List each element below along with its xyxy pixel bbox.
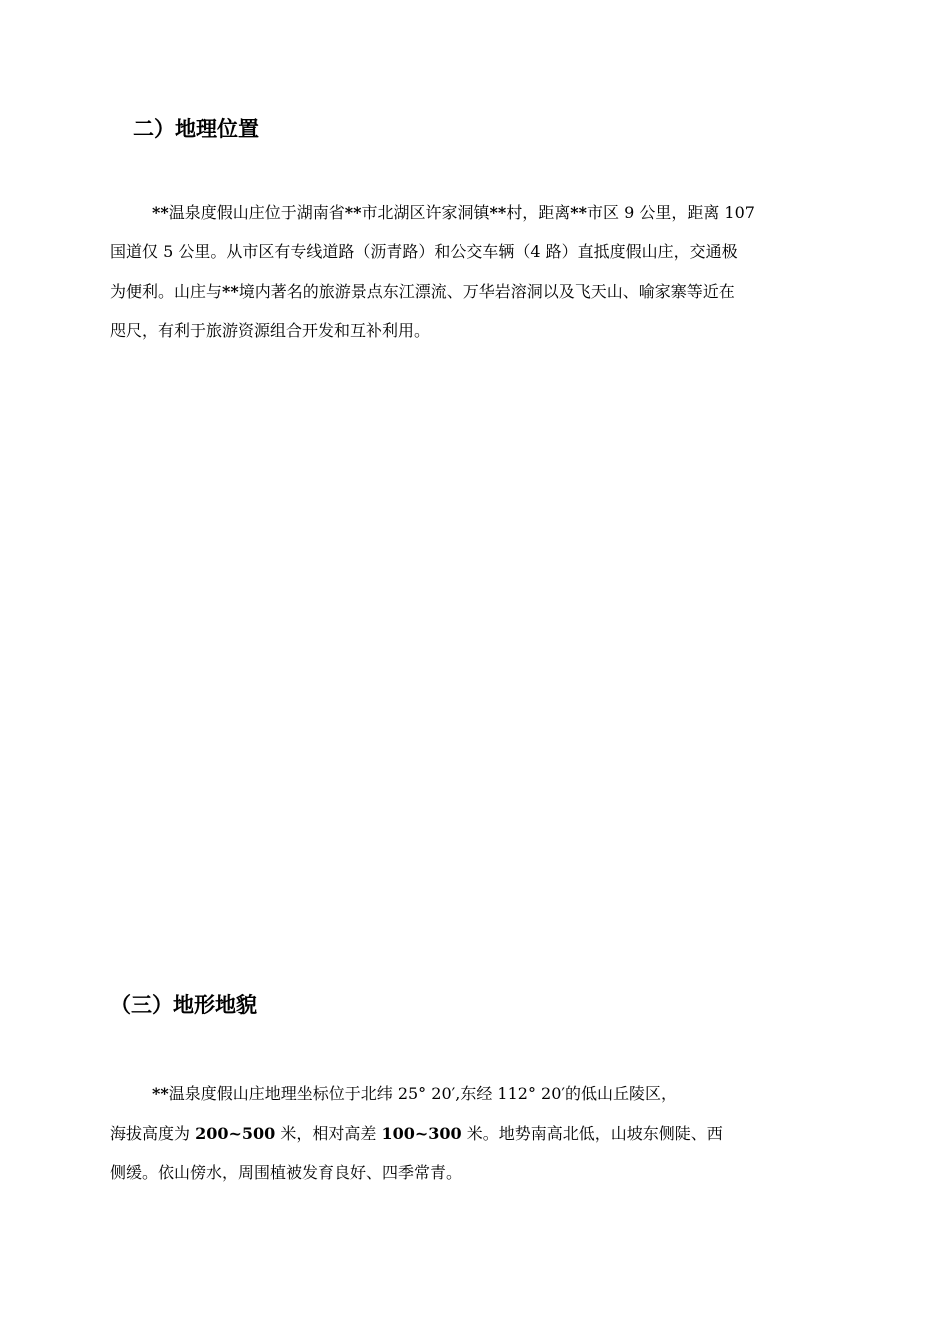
section-heading-location: 二）地理位置 — [133, 117, 259, 141]
paragraph-line: 海拔高度为 200~500 米，相对高差 100~300 米。地势南高北低，山坡东侧陡、西 — [110, 1124, 723, 1143]
redacted-mark: ** — [152, 1084, 169, 1103]
redacted-mark: ** — [344, 203, 362, 222]
redacted-mark: ** — [152, 203, 169, 222]
redacted-mark: ** — [222, 282, 239, 301]
section-heading-terrain: （三）地形地貌 — [110, 993, 257, 1017]
paragraph-line: 国道仅 5 公里。从市区有专线道路（沥青路）和公交车辆（4 路）直抵度假山庄，交通极 — [110, 242, 738, 261]
paragraph-line: 侧缓。依山傍水，周围植被发育良好、四季常青。 — [110, 1163, 463, 1182]
paragraph-line: 为便利。山庄与**境内著名的旅游景点东江漂流、万华岩溶洞以及飞天山、喻家寨等近在 — [110, 282, 735, 301]
paragraph-line: 咫尺，有利于旅游资源组合开发和互补利用。 — [110, 321, 431, 340]
redacted-mark: ** — [570, 203, 587, 222]
redacted-mark: ** — [489, 203, 507, 222]
elevation-range: 200~500 — [195, 1124, 276, 1143]
paragraph-line: **温泉度假山庄位于湖南省**市北湖区许家洞镇**村，距离**市区 9 公里，距离 107 — [152, 203, 755, 222]
paragraph-line: **温泉度假山庄地理坐标位于北纬 25° 20′,东经 112° 20′的低山丘陵区， — [152, 1084, 678, 1103]
height-difference-range: 100~300 — [381, 1124, 462, 1143]
